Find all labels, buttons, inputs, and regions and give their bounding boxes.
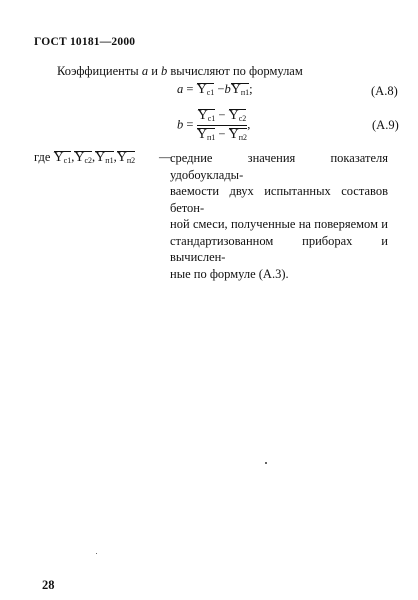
document-code-header: ГОСТ 10181—2000: [34, 36, 136, 48]
formula-a8-tail: ;: [249, 82, 253, 96]
scan-speck: [265, 462, 267, 464]
description-line: средние значения показателя удобоуклады-: [170, 151, 388, 182]
description-line: ные по формуле (А.3).: [170, 266, 289, 281]
formula-a8: [177, 82, 253, 98]
formula-a9-lhs: b: [177, 117, 184, 132]
where-y-c1: $Y_{c1}$: [53, 150, 72, 165]
formula-a8-coef-b: b: [224, 82, 231, 96]
description-line: ваемости двух испытанных составов бетон-: [170, 184, 388, 215]
intro-text-after: вычисляют по формулам: [170, 64, 303, 78]
where-description: [170, 150, 388, 282]
formula-a9: [177, 108, 250, 143]
formula-a8-y-p1: $Y_{п1}$: [230, 82, 250, 97]
where-y-c2: $Y_{c2}$: [74, 150, 93, 165]
formula-a8-equals: =: [186, 82, 194, 96]
description-line: ной смеси, полученные на поверяемом и: [170, 217, 388, 231]
intro-var-b: b: [161, 64, 168, 78]
where-definition-symbols: где $Y_{c1},Y_{c2},Y_{п1},Y_{п2}$: [34, 150, 136, 165]
where-y-p1: $Y_{п1}$: [95, 150, 114, 165]
where-word: где: [34, 150, 51, 164]
page-number: 28: [42, 578, 55, 592]
intro-sentence: [57, 64, 303, 79]
formula-a9-equals: =: [186, 117, 194, 132]
formula-a9-denominator: $Y_{п1} - Y_{п2}$: [196, 127, 247, 142]
where-dash: —: [159, 150, 172, 164]
intro-var-a: a: [141, 64, 149, 78]
formula-a8-lhs: a: [177, 82, 184, 96]
intro-and: и: [151, 64, 158, 78]
description-line: стандартизованном приборах и вычислен-: [170, 233, 388, 264]
formula-a9-fraction: [196, 108, 251, 143]
equation-number-a8: (А.8): [371, 84, 398, 98]
formula-a9-numerator: $Y_{c1} - Y_{c2}$: [197, 108, 248, 126]
formula-a9-tail: ,: [247, 117, 251, 132]
formula-a8-minus: −: [217, 82, 225, 96]
equation-number-a9: (А.9): [372, 118, 399, 132]
intro-text-before: Коэффициенты: [57, 64, 139, 78]
formula-a8-y-c1: $Y_{c1}$: [196, 82, 215, 97]
scan-speck: [96, 553, 97, 554]
where-y-p2: $Y_{п2}$: [116, 150, 136, 165]
